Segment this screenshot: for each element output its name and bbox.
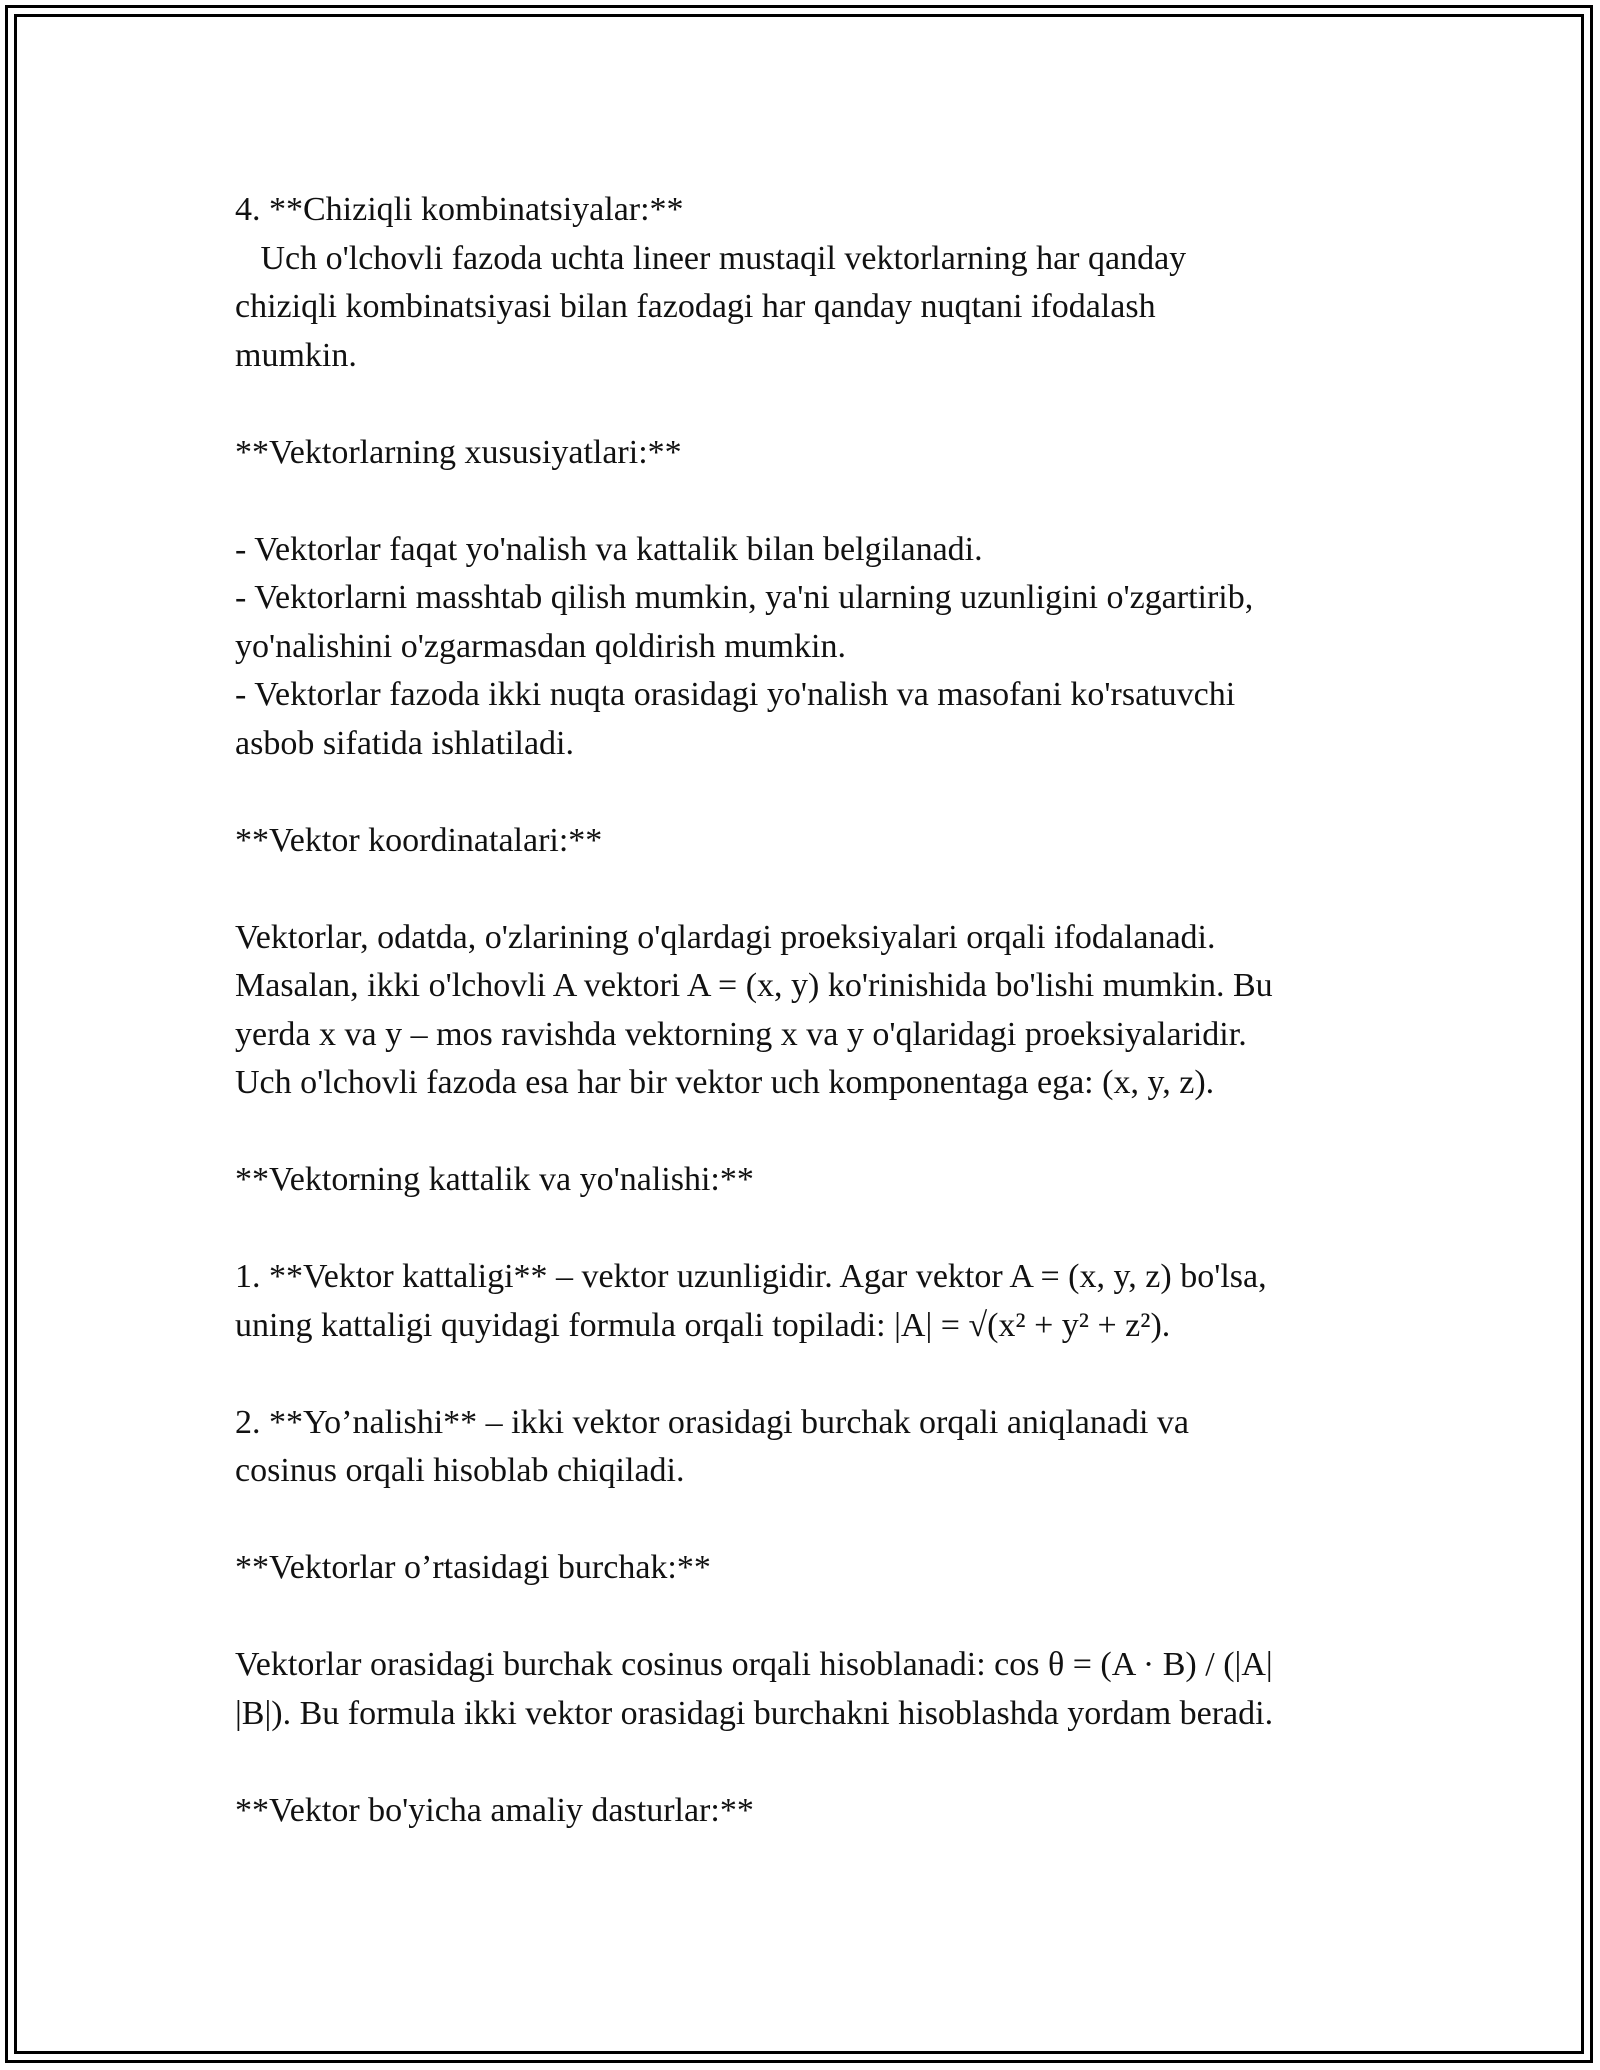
- list-item: - Vektorlar faqat yo'nalish va kattalik bilan belgilanadi.: [235, 530, 983, 568]
- numbered-item-continuation: uning kattaligi quyidagi formula orqali topiladi: |A| = √(x² + y² + z²).: [235, 1306, 1171, 1344]
- section-chiziqli-kombinatsiyalar: [235, 186, 1395, 380]
- numbered-item: 2. **Yo’nalishi** – ikki vektor orasidagi burchak orqali aniqlanadi va: [235, 1403, 1190, 1441]
- list-item-continuation: yo'nalishini o'zgarmasdan qoldirish mumkin.: [235, 627, 846, 665]
- section-heading: **Vektorlarning xususiyatlari:**: [235, 433, 682, 471]
- item-vektor-kattaligi: [235, 1253, 1395, 1350]
- section-heading: **Vektor koordinatalari:**: [235, 821, 603, 859]
- list-item: - Vektorlar fazoda ikki nuqta orasidagi yo'nalish va masofani ko'rsatuvchi: [235, 676, 1236, 713]
- list-properties: [235, 526, 1395, 769]
- heading-vektorning-kattalik: [235, 1156, 1395, 1205]
- paragraph-line: Vektorlar orasidagi burchak cosinus orqali hisoblanadi: cos θ = (A · B) / (|A|: [235, 1646, 1273, 1683]
- paragraph-line: Masalan, ikki o'lchovli A vektori A = (x, y) ko'rinishida bo'lishi mumkin. Bu: [235, 967, 1273, 1004]
- section-heading: **Vektorning kattalik va yo'nalishi:**: [235, 1161, 754, 1198]
- paragraph-line: Vektorlar, odatda, o'zlarining o'qlardagi proeksiyalari orqali ifodalanadi.: [235, 918, 1216, 956]
- document-body: [235, 186, 1395, 1884]
- paragraph-coordinates: [235, 914, 1395, 1108]
- item-yonalishi: [235, 1399, 1395, 1496]
- paragraph-line: |B|). Bu formula ikki vektor orasidagi burchakni hisoblashda yordam beradi.: [235, 1694, 1274, 1732]
- list-item: - Vektorlarni masshtab qilish mumkin, ya'ni ularning uzunligini o'zgartirib,: [235, 579, 1254, 616]
- numbered-item-continuation: cosinus orqali hisoblab chiqiladi.: [235, 1452, 685, 1489]
- section-heading: **Vektorlar o’rtasidagi burchak:**: [235, 1549, 711, 1586]
- heading-amaliy-dasturlar: [235, 1787, 1395, 1836]
- paragraph-line: yerda x va y – mos ravishda vektorning x va y o'qlaridagi proeksiyalaridir.: [235, 1015, 1247, 1053]
- section-heading: **Vektor bo'yicha amaliy dasturlar:**: [235, 1791, 754, 1829]
- heading-vektorlar-ortasidagi-burchak: [235, 1544, 1395, 1593]
- paragraph-line: chiziqli kombinatsiyasi bilan fazodagi har qanday nuqtani ifodalash: [235, 288, 1156, 325]
- list-item-continuation: asbob sifatida ishlatiladi.: [235, 724, 574, 762]
- section-title: 4. **Chiziqli kombinatsiyalar:**: [235, 191, 684, 228]
- paragraph-line: Uch o'lchovli fazoda esa har bir vektor uch komponentaga ega: (x, y, z).: [235, 1064, 1215, 1101]
- numbered-item: 1. **Vektor kattaligi** – vektor uzunligidir. Agar vektor A = (x, y, z) bo'lsa,: [235, 1258, 1267, 1295]
- paragraph-line: Uch o'lchovli fazoda uchta lineer mustaqil vektorlarning har qanday: [235, 239, 1187, 277]
- paragraph-angle: [235, 1641, 1395, 1738]
- paragraph-line: mumkin.: [235, 336, 357, 374]
- heading-vektor-koordinatalari: [235, 817, 1395, 866]
- heading-vektorlarning-xususiyatlari: [235, 429, 1395, 478]
